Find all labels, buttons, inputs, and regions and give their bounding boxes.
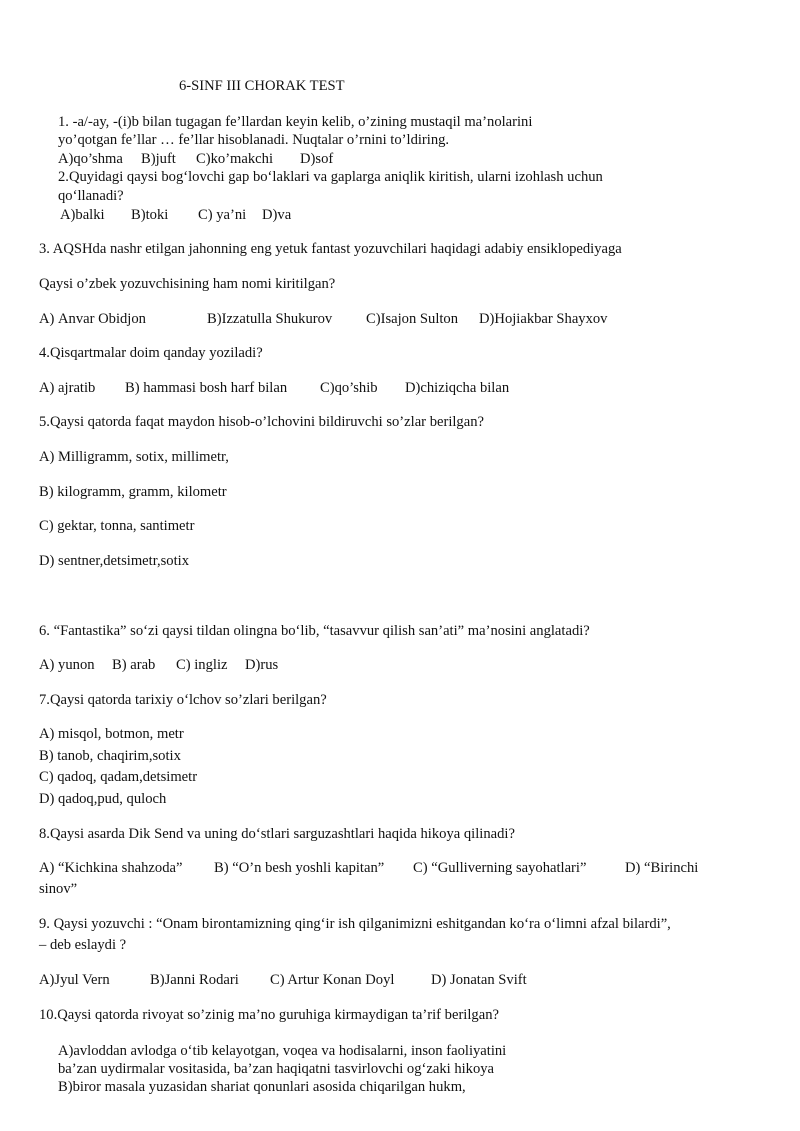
question-10-text: 10.Qaysi qatorda rivoyat so’zinig ma’no guruhiga kirmaydigan ta’rif berilgan?	[39, 1007, 499, 1023]
question-6-option-a: A) yunon	[39, 657, 95, 673]
page-title: 6-SINF III CHORAK TEST	[179, 78, 345, 94]
question-1-text-cont: yo’qotgan fe’llar … fe’llar hisoblanadi. Nuqtalar o’rnini to’ldiring.	[58, 132, 450, 148]
question-2-text-cont: qo‘llanadi?	[58, 188, 124, 204]
question-1-option-a: A)qo’shma	[58, 151, 123, 167]
question-4-option-a: A) ajratib	[39, 380, 96, 396]
question-3-option-a: Anvar Obidjon	[58, 311, 146, 327]
question-5-option-a: A) Milligramm, sotix, millimetr,	[39, 449, 229, 465]
question-8-option-d-cont: sinov”	[39, 881, 78, 897]
question-3-option-b: B)Izzatulla Shukurov	[207, 311, 333, 327]
question-8-option-c: C) “Gulliverning sayohatlari”	[413, 860, 587, 876]
question-5-option-c: C) gektar, tonna, santimetr	[39, 518, 195, 534]
question-7-option-d: D) qadoq,pud, quloch	[39, 791, 167, 807]
question-10-option-b: B)biror masala yuzasidan shariat qonunlari asosida chiqarilgan hukm,	[58, 1079, 466, 1095]
question-4-text: 4.Qisqartmalar doim qanday yoziladi?	[39, 345, 263, 361]
question-8-option-d: D) “Birinchi	[625, 860, 699, 876]
question-8-option-a: A) “Kichkina shahzoda”	[39, 860, 183, 876]
question-4-option-b: B) hammasi bosh harf bilan	[125, 380, 288, 396]
question-9-text: 9. Qaysi yozuvchi : “Onam birontamizning qing‘ir ish qilganimizni eshitgandan ko‘ra o‘limni afzal bilardi”,	[39, 916, 671, 932]
question-3-option-a-letter: A)	[39, 311, 55, 327]
question-6-option-b: B) arab	[112, 657, 156, 673]
question-9-option-b: B)Janni Rodari	[150, 972, 239, 988]
question-6-option-c: C) ingliz	[176, 657, 228, 673]
question-2-option-b: B)toki	[131, 207, 169, 223]
question-9-option-d: D) Jonatan Svift	[431, 972, 527, 988]
question-6-text: 6. “Fantastika” so‘zi qaysi tildan olingna bo‘lib, “tasavvur qilish san’ati” ma’nosini anglatadi?	[39, 623, 590, 639]
question-2-option-c: C) ya’ni	[198, 207, 247, 223]
question-1-option-b: B)juft	[141, 151, 176, 167]
question-2-option-d: D)va	[262, 207, 292, 223]
question-5-option-b: B) kilogramm, gramm, kilometr	[39, 484, 227, 500]
question-9-option-a: A)Jyul Vern	[39, 972, 110, 988]
question-1-option-c: C)ko’makchi	[196, 151, 274, 167]
question-1-option-d: D)sof	[300, 151, 334, 167]
question-10-option-a-cont: ba’zan uydirmalar vositasida, ba’zan haqiqatni tasvirlovchi og‘zaki hikoya	[58, 1061, 495, 1077]
question-10-option-a: A)avloddan avlodga o‘tib kelayotgan, voqea va hodisalarni, inson faoliyatini	[58, 1043, 507, 1059]
question-3-text: 3. AQSHda nashr etilgan jahonning eng yetuk fantast yozuvchilari haqidagi adabiy ensiklopediyaga	[39, 241, 622, 257]
question-7-option-c: C) qadoq, qadam,detsimetr	[39, 769, 198, 785]
question-1-text: 1. -a/-ay, -(i)b bilan tugagan fe’llardan keyin kelib, o’zining mustaqil ma’nolarini	[58, 114, 533, 130]
question-8-text: 8.Qaysi asarda Dik Send va uning do‘stlari sarguzashtlari haqida hikoya qilinadi?	[39, 826, 515, 842]
question-7-option-a: A) misqol, botmon, metr	[39, 726, 184, 742]
question-4-option-d: D)chiziqcha bilan	[405, 380, 510, 396]
question-7-text: 7.Qaysi qatorda tarixiy o‘lchov so’zlari berilgan?	[39, 692, 327, 708]
question-3-option-d: D)Hojiakbar Shayxov	[479, 311, 608, 327]
question-2-option-a: A)balki	[60, 207, 105, 223]
question-5-option-d: D) sentner,detsimetr,sotix	[39, 553, 190, 569]
question-2-text: 2.Quyidagi qaysi bog‘lovchi gap bo‘laklari va gaplarga aniqlik kiritish, ularni izohlash uchun	[58, 169, 603, 185]
question-8-option-b: B) “O’n besh yoshli kapitan”	[214, 860, 385, 876]
question-6-option-d: D)rus	[245, 657, 279, 673]
question-3-option-c: C)Isajon Sulton	[366, 311, 459, 327]
question-4-option-c: C)qo’shib	[320, 380, 378, 396]
question-9-option-c: C) Artur Konan Doyl	[270, 972, 395, 988]
question-9-text-cont: – deb eslaydi ?	[39, 937, 127, 953]
question-5-text: 5.Qaysi qatorda faqat maydon hisob-o’lchovini bildiruvchi so’zlar berilgan?	[39, 414, 484, 430]
question-3-text-cont: Qaysi o’zbek yozuvchisining ham nomi kiritilgan?	[39, 276, 336, 292]
question-7-option-b: B) tanob, chaqirim,sotix	[39, 748, 181, 764]
